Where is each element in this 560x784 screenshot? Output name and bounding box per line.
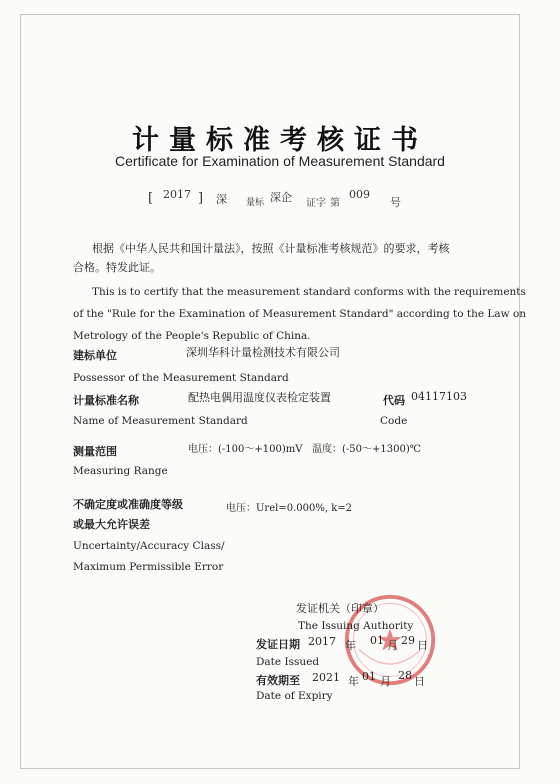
date-issued-month-unit: 月 — [387, 639, 398, 652]
date-expiry-label-en: Date of Expiry — [256, 690, 333, 702]
uncertainty-label-en-line1: Uncertainty/Accuracy Class/ — [73, 540, 225, 552]
cert-number: 009 — [349, 188, 370, 201]
date-issued-year-unit: 年 — [345, 639, 356, 652]
date-expiry-day-unit: 日 — [414, 675, 425, 688]
date-expiry-month-unit: 月 — [380, 675, 391, 688]
issuing-label-zh: 发证机关（印章） — [296, 602, 384, 615]
date-issued-month: 01 — [370, 634, 384, 647]
date-issued-day: 29 — [401, 634, 415, 647]
intro-zh-line1: 根据《中华人民共和国计量法》，按照《计量标准考核规范》的要求，考核 — [92, 242, 450, 255]
code-label-en: Code — [380, 415, 408, 427]
cert-bracket-open: [ — [148, 191, 154, 206]
date-issued-label-en: Date Issued — [256, 656, 320, 668]
issuing-label-en: The Issuing Authority — [298, 620, 414, 632]
code-value: 04117103 — [411, 390, 467, 403]
cert-word: 证字 — [306, 198, 326, 209]
date-expiry-year: 2021 — [312, 671, 340, 684]
measuring-range-voltage: 电压：(-100～+100)mV — [188, 444, 303, 455]
date-expiry-label-zh: 有效期至 — [256, 674, 300, 687]
uncertainty-label-zh-line1: 不确定度或准确度等级 — [73, 498, 183, 511]
intro-en-line3: Metrology of the People's Republic of China. — [73, 330, 311, 342]
possessor-value: 深圳华科计量检测技术有限公司 — [186, 346, 340, 359]
standard-name-label-en: Name of Measurement Standard — [73, 415, 248, 427]
cert-org: 深企 — [270, 191, 292, 204]
cert-suffix: 号 — [390, 196, 401, 209]
intro-en-line2: of the "Rule for the Examination of Measurement Standard" according to the Law on — [73, 308, 527, 320]
possessor-label-en: Possessor of the Measurement Standard — [73, 372, 289, 384]
code-label-zh: 代码 — [383, 394, 405, 407]
date-expiry-month: 01 — [362, 670, 376, 683]
cert-type-prefix: 量标 — [246, 198, 265, 208]
standard-name-label-zh: 计量标准名称 — [73, 394, 139, 407]
intro-zh-line2: 合格。特发此证。 — [73, 261, 161, 274]
uncertainty-value: 电压：Urel=0.000%, k=2 — [226, 503, 352, 514]
date-expiry-year-unit: 年 — [348, 675, 359, 688]
uncertainty-label-en-line2: Maximum Permissible Error — [73, 561, 224, 573]
cert-bracket-close: ] — [198, 191, 204, 206]
measuring-range-label-zh: 测量范围 — [73, 445, 117, 458]
cert-year: 2017 — [163, 188, 191, 201]
title-chinese: 计量标准考核证书 — [132, 125, 428, 156]
date-issued-day-unit: 日 — [417, 639, 428, 652]
measuring-range-label-en: Measuring Range — [73, 465, 168, 477]
title-english: Certificate for Examination of Measurement Standard — [115, 153, 445, 169]
intro-en-line1: This is to certify that the measurement standard conforms with the requirements — [92, 286, 526, 298]
measuring-range-temperature: 温度：(-50～+1300)℃ — [312, 444, 421, 455]
cert-region: 深 — [216, 193, 227, 206]
date-issued-label-zh: 发证日期 — [256, 638, 300, 651]
uncertainty-label-zh-line2: 或最大允许误差 — [73, 518, 150, 531]
date-issued-year: 2017 — [308, 635, 336, 648]
standard-name-value: 配热电偶用温度仪表检定装置 — [188, 391, 331, 404]
cert-no-label: 第 — [330, 198, 340, 209]
date-expiry-day: 28 — [398, 669, 412, 682]
possessor-label-zh: 建标单位 — [73, 349, 117, 362]
